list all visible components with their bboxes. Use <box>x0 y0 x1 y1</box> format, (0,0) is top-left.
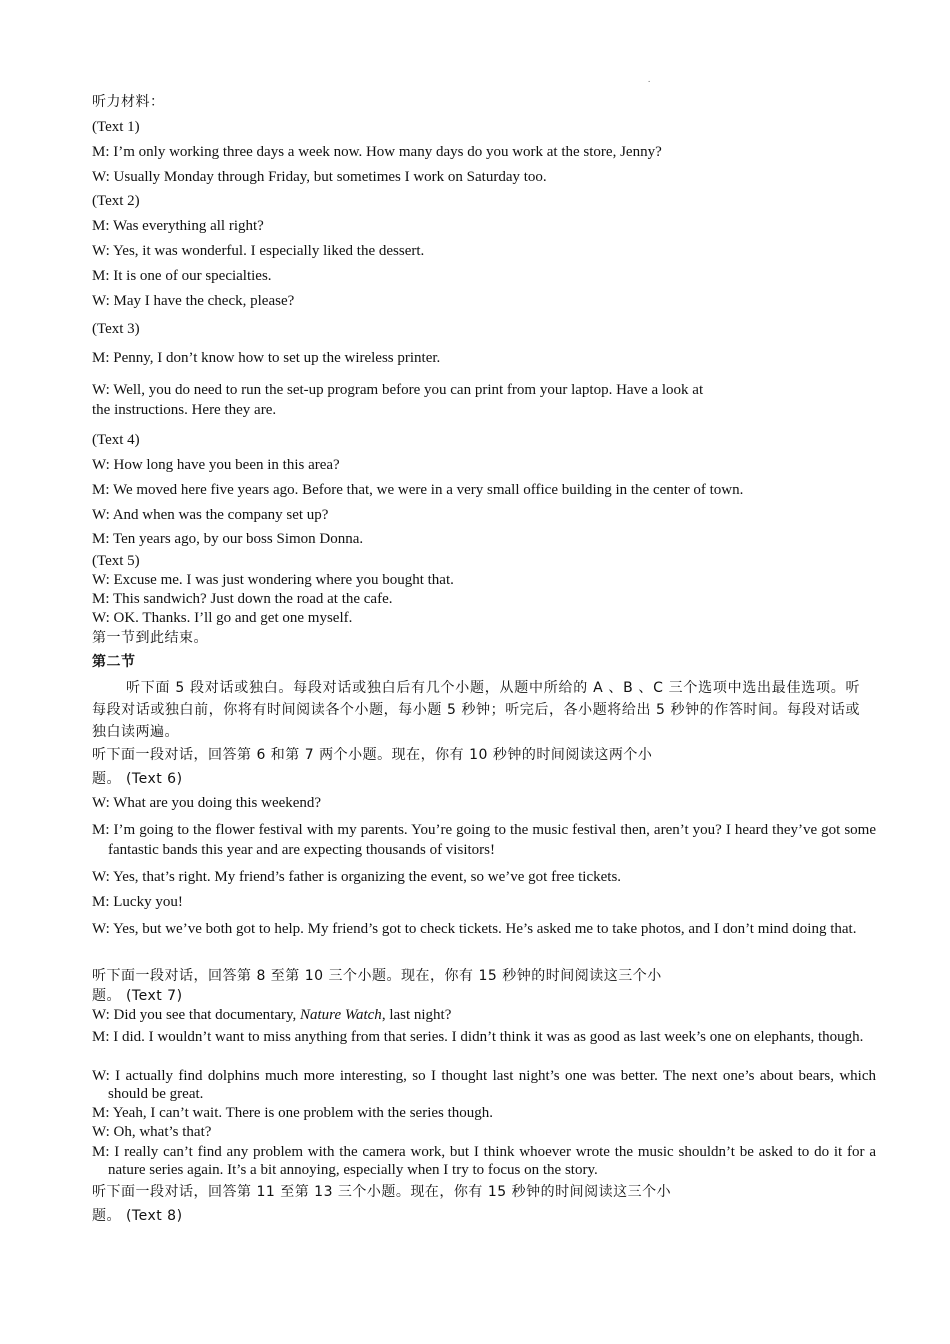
page-mark: . <box>648 74 651 84</box>
question-prompt: 题。 (Text 7) <box>92 988 183 1004</box>
question-prompt: 听下面一段对话，回答第 11 至第 13 三个小题。现在，你有 15 秒钟的时间阅读这三个小 <box>92 1184 672 1200</box>
dialogue-line <box>92 1005 451 1025</box>
dialogue-line: M: Lucky you! <box>92 894 183 910</box>
dialogue-line: W: What are you doing this weekend? <box>92 795 322 811</box>
dialogue-line: W: Usually Monday through Friday, but sometimes I work on Saturday too. <box>92 169 547 185</box>
dialogue-line: W: May I have the check, please? <box>92 293 295 309</box>
text-label: (Text 2) <box>92 193 140 209</box>
section-end-note: 第一节到此结束。 <box>92 630 208 646</box>
dialogue-line: W: And when was the company set up? <box>92 507 329 523</box>
question-prompt: 听下面一段对话，回答第 8 至第 10 三个小题。现在，你有 15 秒钟的时间阅读这三个小 <box>92 968 662 984</box>
dialogue-line: M: This sandwich? Just down the road at the cafe. <box>92 591 393 607</box>
question-prompt: 题。 (Text 6) <box>92 771 183 787</box>
documentary-title: Nature Watch <box>300 1007 382 1023</box>
text-label: (Text 5) <box>92 553 140 569</box>
dialogue-line: M: We moved here five years ago. Before that, we were in a very small office building in the center of town. <box>92 482 744 498</box>
question-prompt: 听下面一段对话，回答第 6 和第 7 两个小题。现在，你有 10 秒钟的时间阅读这两个小 <box>92 747 653 763</box>
text-label: (Text 3) <box>92 321 140 337</box>
dialogue-line: M: I really can’t find any problem with the camera work, but I think whoever wrote the music shouldn’t be asked to do it for a nature series again. It’s a bit annoying, especially when I try to focus on the story. <box>92 1144 876 1178</box>
dialogue-line: M: Ten years ago, by our boss Simon Donna. <box>92 531 364 547</box>
dialogue-line: W: Yes, that’s right. My friend’s father is organizing the event, so we’ve got free tickets. <box>92 869 622 885</box>
dialogue-line: M: I did. I wouldn’t want to miss anything from that series. I didn’t think it was as good as last week’s one on elephants, though. <box>92 1029 864 1045</box>
section-heading: 第二节 <box>92 654 136 670</box>
dialogue-line: W: Excuse me. I was just wondering where you bought that. <box>92 572 454 588</box>
dialogue-text: , last night? <box>381 1007 452 1023</box>
dialogue-line: M: Penny, I don’t know how to set up the wireless printer. <box>92 350 441 366</box>
dialogue-line: W: I actually find dolphins much more interesting, so I thought last night’s one was better. The next one’s about bears, which should be great. <box>92 1068 876 1102</box>
dialogue-line: M: It is one of our specialties. <box>92 268 272 284</box>
text-label: (Text 4) <box>92 432 140 448</box>
dialogue-line: W: Yes, but we’ve both got to help. My friend’s got to check tickets. He’s asked me to take photos, and I don’t mind doing that. <box>92 921 857 937</box>
dialogue-line: W: Oh, what’s that? <box>92 1124 212 1140</box>
question-prompt: 题。 (Text 8) <box>92 1208 183 1224</box>
dialogue-line: M: Was everything all right? <box>92 218 264 234</box>
dialogue-line: W: How long have you been in this area? <box>92 457 340 473</box>
text-label: (Text 1) <box>92 119 140 135</box>
dialogue-line: W: Well, you do need to run the set-up program before you can print from your laptop. Have a look at <box>92 382 704 398</box>
dialogue-text: W: Did you see that documentary, <box>92 1007 300 1023</box>
dialogue-line: M: I’m only working three days a week now. How many days do you work at the store, Jenny? <box>92 144 662 160</box>
dialogue-line: W: OK. Thanks. I’ll go and get one myself. <box>92 610 353 626</box>
dialogue-line: M: Yeah, I can’t wait. There is one problem with the series though. <box>92 1105 494 1121</box>
dialogue-line: M: I’m going to the flower festival with my parents. You’re going to the music festival then, aren’t you? I heard they’ve got some fantastic bands this year and are expecting thousands of visitors! <box>92 822 876 858</box>
listening-material-heading: 听力材料： <box>92 94 165 110</box>
dialogue-line: W: Yes, it was wonderful. I especially liked the dessert. <box>92 243 425 259</box>
section-instructions: 听下面 5 段对话或独白。每段对话或独白后有几个小题，从题中所给的 A 、B 、C 三个选项中选出最佳选项。听每段对话或独白前，你将有时间阅读各个小题，每小题 5 秒钟；听完后，各小题将给出 5 秒钟的作答时间。每段对话或独白读两遍。 <box>92 680 860 740</box>
dialogue-line: the instructions. Here they are. <box>92 402 277 418</box>
